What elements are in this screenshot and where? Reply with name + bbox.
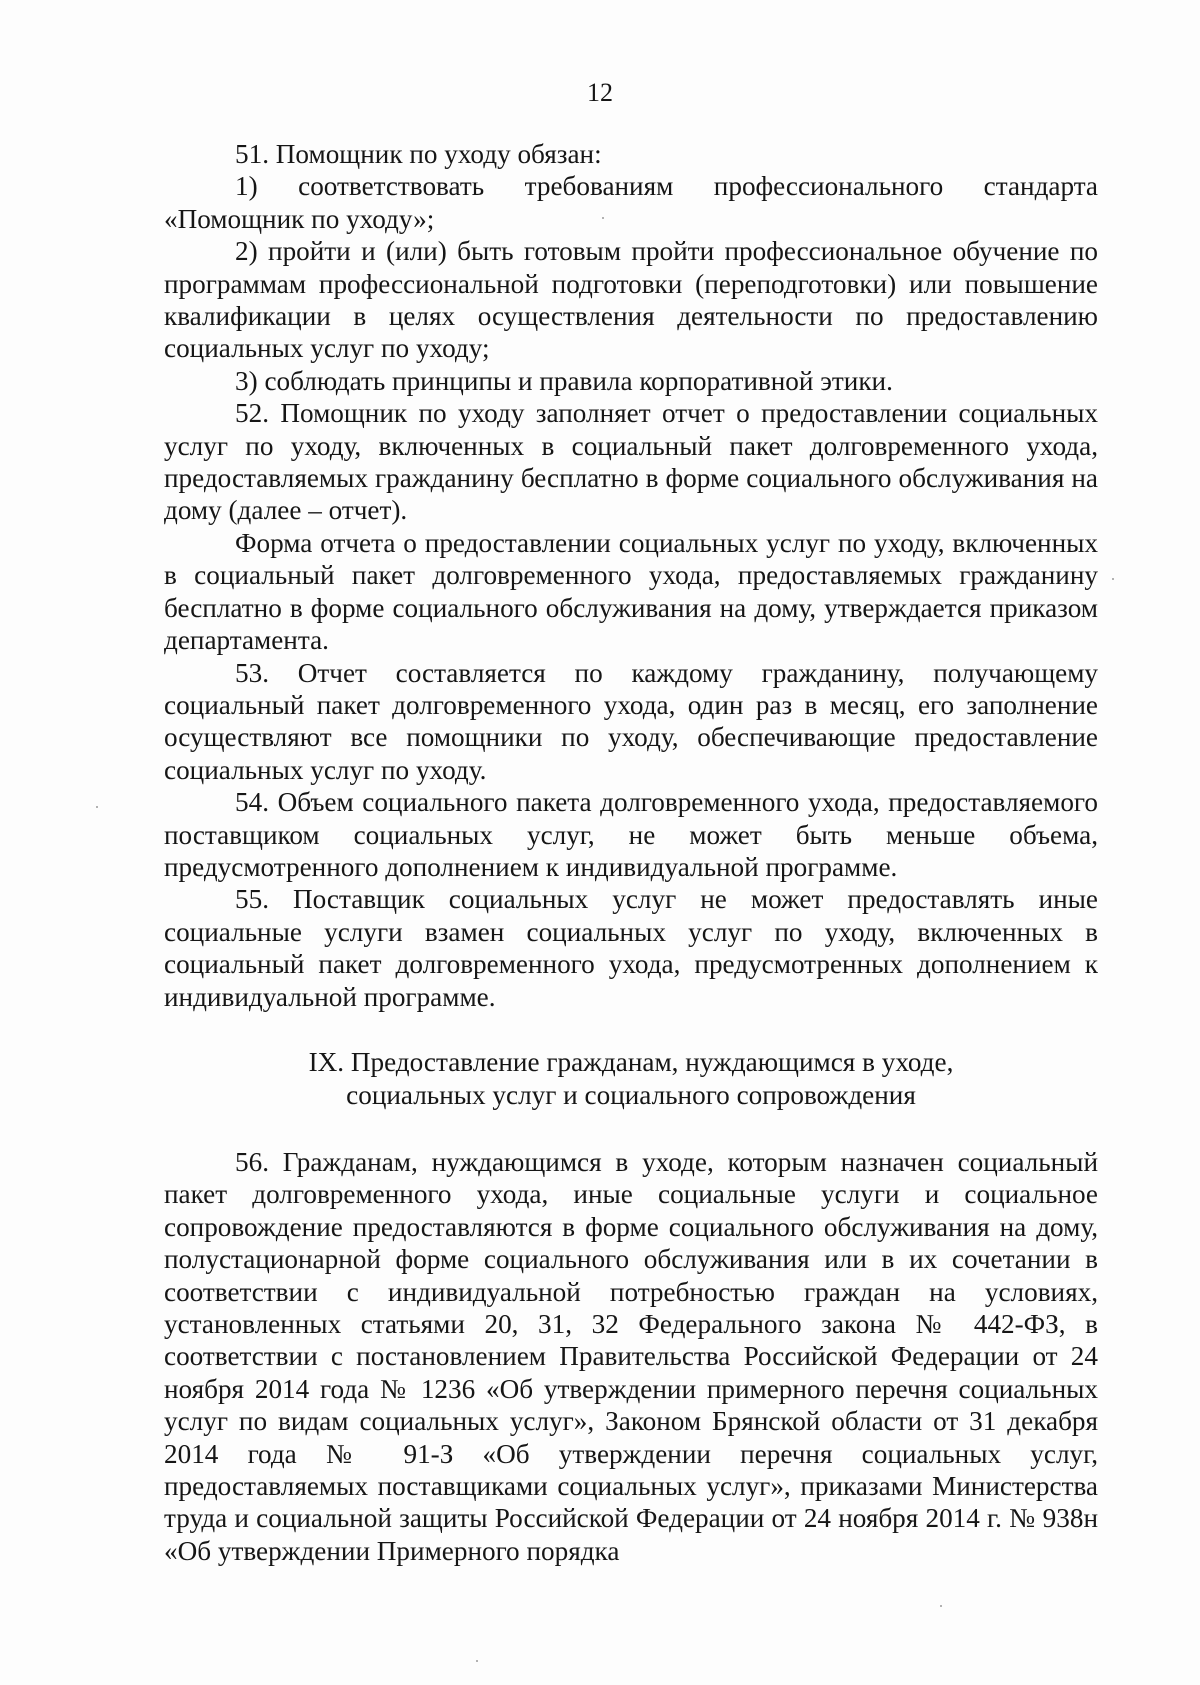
section-heading-line-2: социальных услуг и социального сопровождения: [346, 1079, 916, 1110]
scan-speck: [96, 806, 98, 808]
paragraph-54: 54. Объем социального пакета долговременного ухода, предоставляемого поставщиком социальных услуг, не может быть меньше объема, предусмотренного дополнением к индивидуальной программе.: [164, 787, 1098, 882]
document-body: [164, 138, 1098, 1567]
page-number: 12: [587, 78, 613, 107]
list-item-3: 3) соблюдать принципы и правила корпоративной этики.: [235, 365, 893, 396]
paragraph-report-form: Форма отчета о предоставлении социальных услуг по уходу, включенных в социальный пакет долговременного ухода, предоставляемых гражданину бесплатно в форме социального обслуживания на дому, утверждается приказом департамента.: [164, 527, 1098, 656]
paragraph-52: 52. Помощник по уходу заполняет отчет о предоставлении социальных услуг по уходу, включенных в социальный пакет долговременного ухода, предоставляемых гражданину бесплатно в форме социального обслуживания на дому (далее – отчет).: [164, 398, 1098, 526]
section-heading: [164, 1046, 1098, 1112]
scan-speck: [940, 1605, 942, 1607]
scan-speck: [602, 217, 604, 219]
paragraph-56: 56. Гражданам, нуждающимся в уходе, которым назначен социальный пакет долговременного ухода, иные социальные услуги и социальное сопровождение предоставляются в форме социального обслуживания на дому, полустационарной форме социального обслуживания или в их сочетании в соответствии с индивидуальной потребностью граждан на условиях, установленных статьями 20, 31, 32 Федерального закона № 442-ФЗ, в соответствии с постановлением Правительства Российской Федерации от 24 ноября 2014 года № 1236 «Об утверждении примерного перечня социальных услуг по видам социальных услуг», Законом Брянской области от 31 декабря 2014 года № 91-З «Об утверждении перечня социальных услуг, предоставляемых поставщиками социальных услуг», приказами Министерства труда и социальной защиты Российской Федерации от 24 ноября 2014 г. № 938н «Об утверждении Примерного порядка: [164, 1146, 1098, 1566]
paragraph-53: 53. Отчет составляется по каждому гражданину, получающему социальный пакет долговременного ухода, один раз в месяц, его заполнение осуществляют все помощники по уходу, обеспечивающие предоставление социальных услуг по уходу.: [164, 657, 1098, 785]
list-item-1: 1) соответствовать требованиям профессионального стандарта «Помощник по уходу»;: [164, 171, 1098, 234]
scan-speck: [1112, 578, 1114, 580]
scan-speck: [476, 1660, 478, 1662]
list-item-2: 2) пройти и (или) быть готовым пройти профессиональное обучение по программам профессиональной подготовки (переподготовки) или повышение квалификации в целях осуществления деятельности по предоставлению социальных услуг по уходу;: [164, 236, 1098, 364]
paragraph-55: 55. Поставщик социальных услуг не может предоставлять иные социальные услуги взамен социальных услуг по уходу, включенных в социальный пакет долговременного ухода, предусмотренных дополнением к индивидуальной программе.: [164, 884, 1098, 1012]
section-heading-line-1: IX. Предоставление гражданам, нуждающимся в уходе,: [308, 1046, 954, 1077]
paragraph-51: 51. Помощник по уходу обязан:: [235, 139, 602, 169]
